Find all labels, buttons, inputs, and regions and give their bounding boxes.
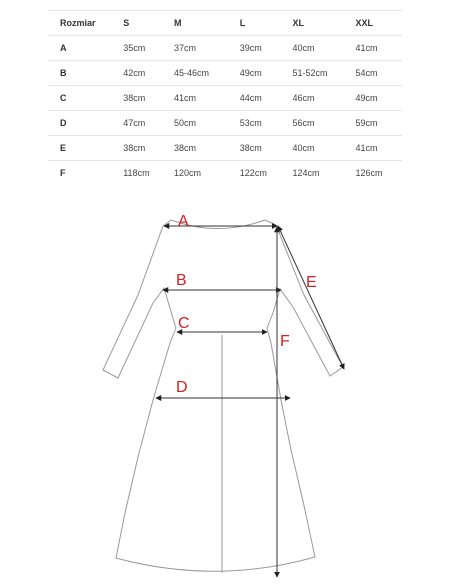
- measure-label-e: E: [306, 274, 317, 291]
- table-cell: 44cm: [228, 86, 281, 111]
- row-label: C: [48, 86, 111, 111]
- table-cell: 47cm: [111, 111, 162, 136]
- row-label: F: [60, 168, 66, 178]
- table-cell: 39cm: [228, 36, 281, 61]
- table-cell: 40cm: [281, 36, 344, 61]
- table-cell: 46cm: [281, 86, 344, 111]
- table-cell: 126cm: [355, 168, 383, 178]
- size-table: [48, 11, 402, 185]
- row-label: E: [48, 136, 111, 161]
- table-cell: 49cm: [228, 61, 281, 86]
- dress-shoulder-right: [265, 220, 276, 225]
- table-row: [48, 36, 402, 61]
- header-s: S: [111, 11, 162, 36]
- table-cell: 50cm: [162, 111, 228, 136]
- table-cell: 41cm: [344, 136, 402, 161]
- dress-shoulder-left: [163, 220, 171, 226]
- table-cell: 37cm: [162, 36, 228, 61]
- table-cell: 38cm: [111, 136, 162, 161]
- table-cell: 38cm: [111, 86, 162, 111]
- table-row: [48, 161, 402, 186]
- row-label: A: [48, 36, 111, 61]
- measure-label-c: C: [178, 315, 190, 332]
- dress-skirt-left: [116, 328, 315, 571]
- header-xxl: XXL: [344, 11, 402, 36]
- table-cell: 40cm: [281, 136, 344, 161]
- table-cell: 51-52cm: [281, 61, 344, 86]
- measure-label-d: D: [176, 379, 188, 396]
- table-row: [48, 61, 402, 86]
- table-cell: 54cm: [344, 61, 402, 86]
- row-label: B: [48, 61, 111, 86]
- measure-label-b: B: [176, 272, 187, 289]
- table-cell: 59cm: [344, 111, 402, 136]
- table-cell: 118cm: [123, 168, 150, 178]
- header-m: M: [162, 11, 228, 36]
- dress-outline: [103, 220, 343, 573]
- dress-sleeve-right: [267, 225, 343, 376]
- table-cell: 38cm: [228, 136, 281, 161]
- table-cell: 38cm: [162, 136, 228, 161]
- measure-label-a: A: [178, 213, 189, 230]
- table-cell: 122cm: [239, 168, 267, 178]
- table-row: [48, 136, 402, 161]
- table-cell: 45-46cm: [162, 61, 228, 86]
- measure-label-f: F: [280, 333, 290, 350]
- table-cell: 42cm: [111, 61, 162, 86]
- dress-sleeve-left: [103, 226, 176, 378]
- size-table-header-row: [48, 11, 402, 36]
- header-size: Rozmiar: [48, 11, 111, 36]
- header-xl: XL: [281, 11, 344, 36]
- table-cell: 53cm: [228, 111, 281, 136]
- dress-diagram: [0, 195, 452, 584]
- table-cell: 124cm: [292, 168, 320, 178]
- row-label: D: [48, 111, 111, 136]
- table-cell: 35cm: [111, 36, 162, 61]
- table-cell: 41cm: [162, 86, 228, 111]
- table-cell: 41cm: [344, 36, 402, 61]
- header-l: L: [228, 11, 281, 36]
- table-cell: 49cm: [344, 86, 402, 111]
- table-cell: 56cm: [281, 111, 344, 136]
- table-cell: 120cm: [173, 168, 201, 178]
- table-row: [48, 86, 402, 111]
- table-row: [48, 111, 402, 136]
